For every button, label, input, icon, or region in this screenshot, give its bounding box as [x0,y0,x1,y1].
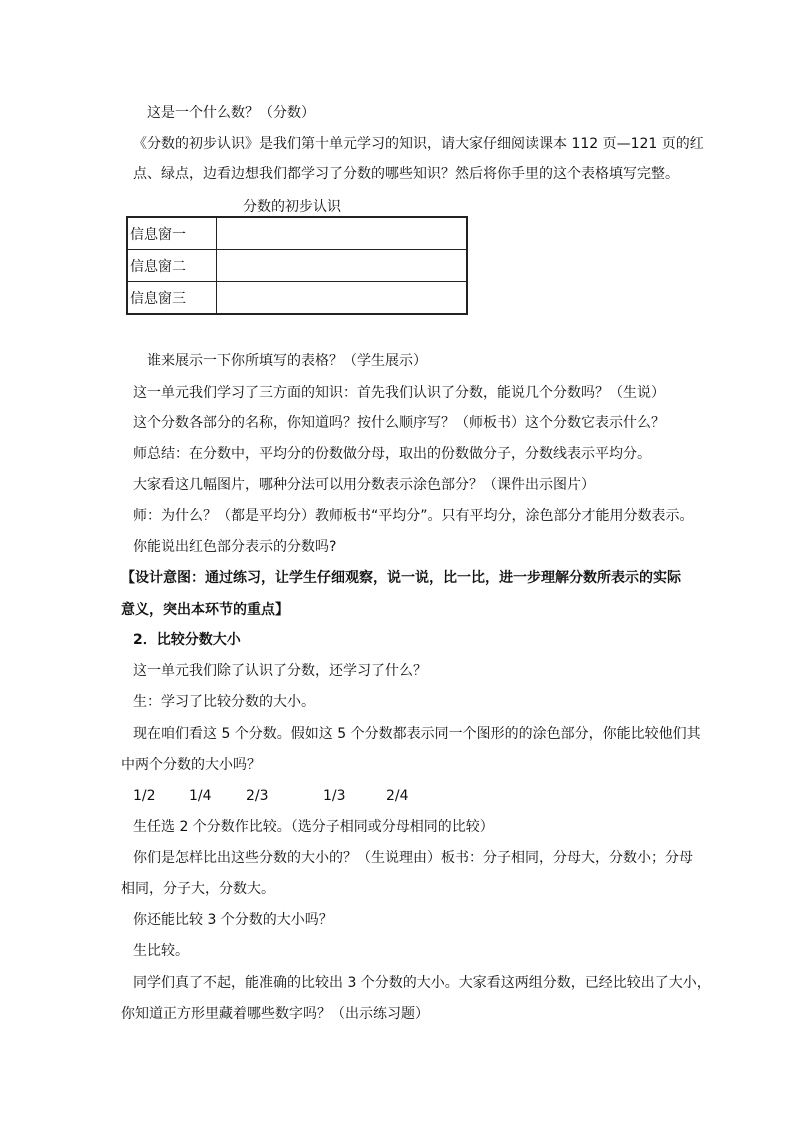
table-cell-empty [217,282,468,315]
paragraph-line: 中两个分数的大小吗？ [121,757,261,773]
paragraph-line: 同学们真了不起，能准确的比较出 3 个分数的大小。大家看这两组分数，已经比较出了大小， [133,975,711,991]
table-cell-empty [217,250,468,282]
fraction: 2/4 [386,788,409,804]
section-heading: 2．比较分数大小 [133,632,241,648]
design-intent-line: 【设计意图：通过练习，让学生仔细观察，说一说，比一比，进一步理解分数所表示的实际 [121,570,681,586]
fraction: 2/3 [246,788,269,804]
fraction: 1/2 [133,788,156,804]
paragraph-line: 大家看这几幅图片，哪种分法可以用分数表示涂色部分？（课件出示图片） [133,477,595,493]
paragraph-line: 你能说出红色部分表示的分数吗? [133,539,337,555]
paragraph-line: 生：学习了比较分数的大小。 [133,694,315,710]
table-row [127,250,467,282]
paragraph-line: 你知道正方形里藏着哪些数字吗？（出示练习题） [121,1006,429,1022]
paragraph-line: 你们是怎样比出这些分数的大小的？（生说理由）板书：分子相同，分母大，分数小；分母 [133,850,693,866]
paragraph-line: 《分数的初步认识》是我们第十单元学习的知识，请大家仔细阅读课本 112 页—121 页的红 [133,136,704,152]
table-row-label: 信息窗一 [127,217,217,250]
paragraph-line: 师总结：在分数中，平均分的份数做分母，取出的份数做分子，分数线表示平均分。 [133,446,651,462]
paragraph-line: 这一单元我们除了认识了分数，还学习了什么？ [133,663,427,679]
paragraph-line: 生任选 2 个分数作比较。（选分子相同或分母相同的比较） [133,819,494,835]
table-row [127,282,467,315]
table-row-label: 信息窗三 [127,282,217,315]
paragraph-line: 这个分数各部分的名称，你知道吗？按什么顺序写？（师板书）这个分数它表示什么？ [133,415,665,431]
fraction: 1/3 [323,788,346,804]
fraction-list [133,786,409,806]
table-row-label: 信息窗二 [127,250,217,282]
paragraph-line: 相同，分子大，分数大。 [121,881,275,897]
table-title: 分数的初步认识 [243,199,341,215]
info-table [126,216,468,315]
paragraph-line: 点、绿点，边看边想我们都学习了分数的哪些知识？然后将你手里的这个表格填写完整。 [133,166,679,182]
design-intent-line: 意义，突出本环节的重点】 [121,602,289,618]
table-row [127,217,467,250]
paragraph-line: 生比较。 [133,943,189,959]
fraction: 1/4 [189,788,212,804]
paragraph-line: 师：为什么？（都是平均分）教师板书“平均分”。只有平均分，涂色部分才能用分数表示。 [133,508,694,524]
paragraph-line: 谁来展示一下你所填写的表格？（学生展示） [147,353,427,369]
paragraph-line: 这是一个什么数？（分数） [147,105,315,121]
paragraph-line: 你还能比较 3 个分数的大小吗？ [133,912,333,928]
paragraph-line: 这一单元我们学习了三方面的知识：首先我们认识了分数，能说几个分数吗？（生说） [133,385,665,401]
table-cell-empty [217,217,468,250]
paragraph-line: 现在咱们看这 5 个分数。假如这 5 个分数都表示同一个图形的的涂色部分，你能比较他们其 [133,726,701,742]
